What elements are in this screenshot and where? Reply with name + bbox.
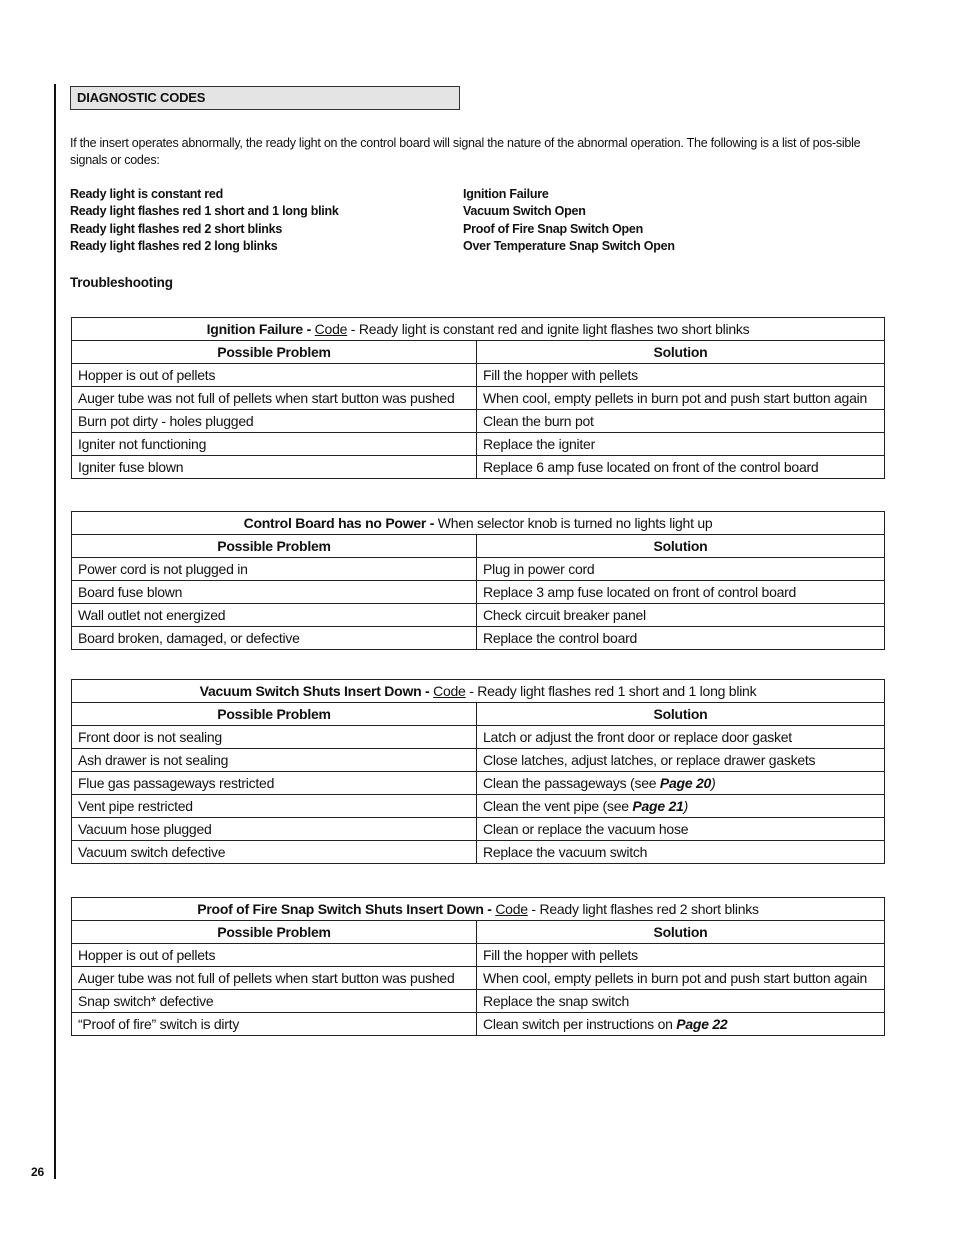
column-header-problem: Possible Problem bbox=[72, 535, 477, 558]
table-row bbox=[72, 726, 885, 749]
problem-cell: Vent pipe restricted bbox=[72, 795, 477, 818]
table-row bbox=[72, 772, 885, 795]
intro-paragraph: If the insert operates abnormally, the ready light on the control board will signal the nature of the abnormal operation. The following is a list of pos-sible signals or codes: bbox=[70, 136, 861, 167]
problem-cell: Igniter not functioning bbox=[72, 433, 477, 456]
solution-cell: When cool, empty pellets in burn pot and push start button again bbox=[477, 387, 885, 410]
column-header-solution: Solution bbox=[477, 341, 885, 364]
table-row bbox=[72, 749, 885, 772]
solution-text: Clean switch per instructions on bbox=[483, 1016, 677, 1032]
problem-cell: Flue gas passageways restricted bbox=[72, 772, 477, 795]
table-row bbox=[72, 1013, 885, 1036]
control-board-power-table bbox=[71, 511, 885, 650]
table-title-row bbox=[72, 680, 885, 703]
table-title-rest: When selector knob is turned no lights light up bbox=[434, 515, 713, 531]
table-row bbox=[72, 410, 885, 433]
solution-cell: Fill the hopper with pellets bbox=[477, 364, 885, 387]
table-title-bold: Proof of Fire Snap Switch Shuts Insert Down - bbox=[197, 901, 492, 917]
solution-text-end: ) bbox=[683, 798, 689, 814]
code-label: Code bbox=[433, 683, 466, 699]
code-label: Code bbox=[495, 901, 528, 917]
table-row bbox=[72, 387, 885, 410]
solution-cell: Clean the burn pot bbox=[477, 410, 885, 433]
solution-cell: Fill the hopper with pellets bbox=[477, 944, 885, 967]
proof-of-fire-table bbox=[71, 897, 885, 1036]
column-header-solution: Solution bbox=[477, 703, 885, 726]
troubleshooting-heading: Troubleshooting bbox=[70, 275, 173, 290]
table-row bbox=[72, 818, 885, 841]
solution-text-end: ) bbox=[711, 775, 716, 791]
problem-cell: Front door is not sealing bbox=[72, 726, 477, 749]
solution-cell: Replace 6 amp fuse located on front of the control board bbox=[477, 456, 885, 479]
table-title-bold: Vacuum Switch Shuts Insert Down - bbox=[199, 683, 430, 699]
code-label: Code bbox=[314, 321, 348, 337]
table-header-row bbox=[72, 535, 885, 558]
solution-cell bbox=[477, 1013, 885, 1036]
table-row bbox=[72, 627, 885, 650]
table-row bbox=[72, 967, 885, 990]
table-row bbox=[72, 558, 885, 581]
problem-cell: Igniter fuse blown bbox=[72, 456, 477, 479]
signal-meaning: Proof of Fire Snap Switch Open bbox=[463, 221, 644, 236]
solution-text: Clean the vent pipe (see bbox=[483, 798, 633, 814]
signal-code-row bbox=[70, 238, 886, 255]
table-title-rest: - Ready light flashes red 2 short blinks bbox=[527, 901, 759, 917]
problem-cell: Burn pot dirty - holes plugged bbox=[72, 410, 477, 433]
table-row bbox=[72, 604, 885, 627]
problem-cell: Vacuum hose plugged bbox=[72, 818, 477, 841]
page-reference: Page 20 bbox=[659, 775, 712, 791]
problem-cell: Auger tube was not full of pellets when start button was pushed bbox=[72, 967, 477, 990]
table-row bbox=[72, 433, 885, 456]
ignition-failure-table bbox=[71, 317, 885, 479]
page-left-rule bbox=[54, 84, 56, 1179]
table-title bbox=[72, 898, 885, 921]
solution-cell: Check circuit breaker panel bbox=[477, 604, 885, 627]
solution-cell: Clean or replace the vacuum hose bbox=[477, 818, 885, 841]
table-title-rest: - Ready light is constant red and ignite light flashes two short blinks bbox=[347, 321, 750, 337]
table-title-rest: - Ready light flashes red 1 short and 1 long blink bbox=[465, 683, 757, 699]
table-row bbox=[72, 944, 885, 967]
problem-cell: Power cord is not plugged in bbox=[72, 558, 477, 581]
table-row bbox=[72, 364, 885, 387]
solution-cell: Replace the snap switch bbox=[477, 990, 885, 1013]
column-header-solution: Solution bbox=[477, 535, 885, 558]
solution-cell: When cool, empty pellets in burn pot and push start button again bbox=[477, 967, 885, 990]
solution-cell: Replace the control board bbox=[477, 627, 885, 650]
solution-cell: Replace 3 amp fuse located on front of control board bbox=[477, 581, 885, 604]
signal-description: Ready light is constant red bbox=[70, 187, 224, 201]
signal-description: Ready light flashes red 2 long blinks bbox=[70, 238, 278, 253]
table-header-row bbox=[72, 341, 885, 364]
table-row bbox=[72, 795, 885, 818]
table-row bbox=[72, 581, 885, 604]
table-title-bold: Ignition Failure - bbox=[206, 321, 312, 337]
problem-cell: Hopper is out of pellets bbox=[72, 364, 477, 387]
solution-cell: Latch or adjust the front door or replace door gasket bbox=[477, 726, 885, 749]
signal-code-row bbox=[70, 186, 886, 203]
table-header-row bbox=[72, 703, 885, 726]
section-title: DIAGNOSTIC CODES bbox=[70, 86, 460, 110]
table-title-row bbox=[72, 512, 885, 535]
problem-cell: Ash drawer is not sealing bbox=[72, 749, 477, 772]
solution-cell: Plug in power cord bbox=[477, 558, 885, 581]
table-row bbox=[72, 456, 885, 479]
signal-meaning: Ignition Failure bbox=[463, 187, 549, 201]
solution-text: Clean the passageways (see bbox=[483, 775, 660, 791]
vacuum-switch-table bbox=[71, 679, 885, 864]
solution-cell bbox=[477, 795, 885, 818]
signal-description: Ready light flashes red 1 short and 1 long blink bbox=[70, 204, 339, 219]
problem-cell: Wall outlet not energized bbox=[72, 604, 477, 627]
page-reference: Page 21 bbox=[632, 798, 684, 814]
page-reference: Page 22 bbox=[676, 1016, 728, 1032]
table-title bbox=[72, 512, 885, 535]
solution-cell: Replace the igniter bbox=[477, 433, 885, 456]
table-title-bold: Control Board has no Power - bbox=[243, 515, 435, 531]
problem-cell: Hopper is out of pellets bbox=[72, 944, 477, 967]
table-title bbox=[72, 318, 885, 341]
problem-cell: Vacuum switch defective bbox=[72, 841, 477, 864]
signal-code-row bbox=[70, 221, 886, 238]
table-title bbox=[72, 680, 885, 703]
table-row bbox=[72, 841, 885, 864]
signal-meaning: Over Temperature Snap Switch Open bbox=[463, 238, 675, 253]
table-title-row bbox=[72, 318, 885, 341]
table-title-row bbox=[72, 898, 885, 921]
column-header-problem: Possible Problem bbox=[72, 703, 477, 726]
problem-cell: Board fuse blown bbox=[72, 581, 477, 604]
table-header-row bbox=[72, 921, 885, 944]
problem-cell: Snap switch* defective bbox=[72, 990, 477, 1013]
solution-cell: Replace the vacuum switch bbox=[477, 841, 885, 864]
problem-cell: Auger tube was not full of pellets when start button was pushed bbox=[72, 387, 477, 410]
signal-meaning: Vacuum Switch Open bbox=[463, 204, 586, 219]
signal-code-row bbox=[70, 203, 886, 220]
problem-cell: “Proof of fire” switch is dirty bbox=[72, 1013, 477, 1036]
problem-cell: Board broken, damaged, or defective bbox=[72, 627, 477, 650]
column-header-solution: Solution bbox=[477, 921, 885, 944]
column-header-problem: Possible Problem bbox=[72, 921, 477, 944]
solution-cell bbox=[477, 772, 885, 795]
column-header-problem: Possible Problem bbox=[72, 341, 477, 364]
solution-cell: Close latches, adjust latches, or replace drawer gaskets bbox=[477, 749, 885, 772]
page-number: 26 bbox=[31, 1165, 44, 1179]
signal-description: Ready light flashes red 2 short blinks bbox=[70, 221, 283, 236]
table-row bbox=[72, 990, 885, 1013]
signal-code-list bbox=[70, 186, 886, 255]
